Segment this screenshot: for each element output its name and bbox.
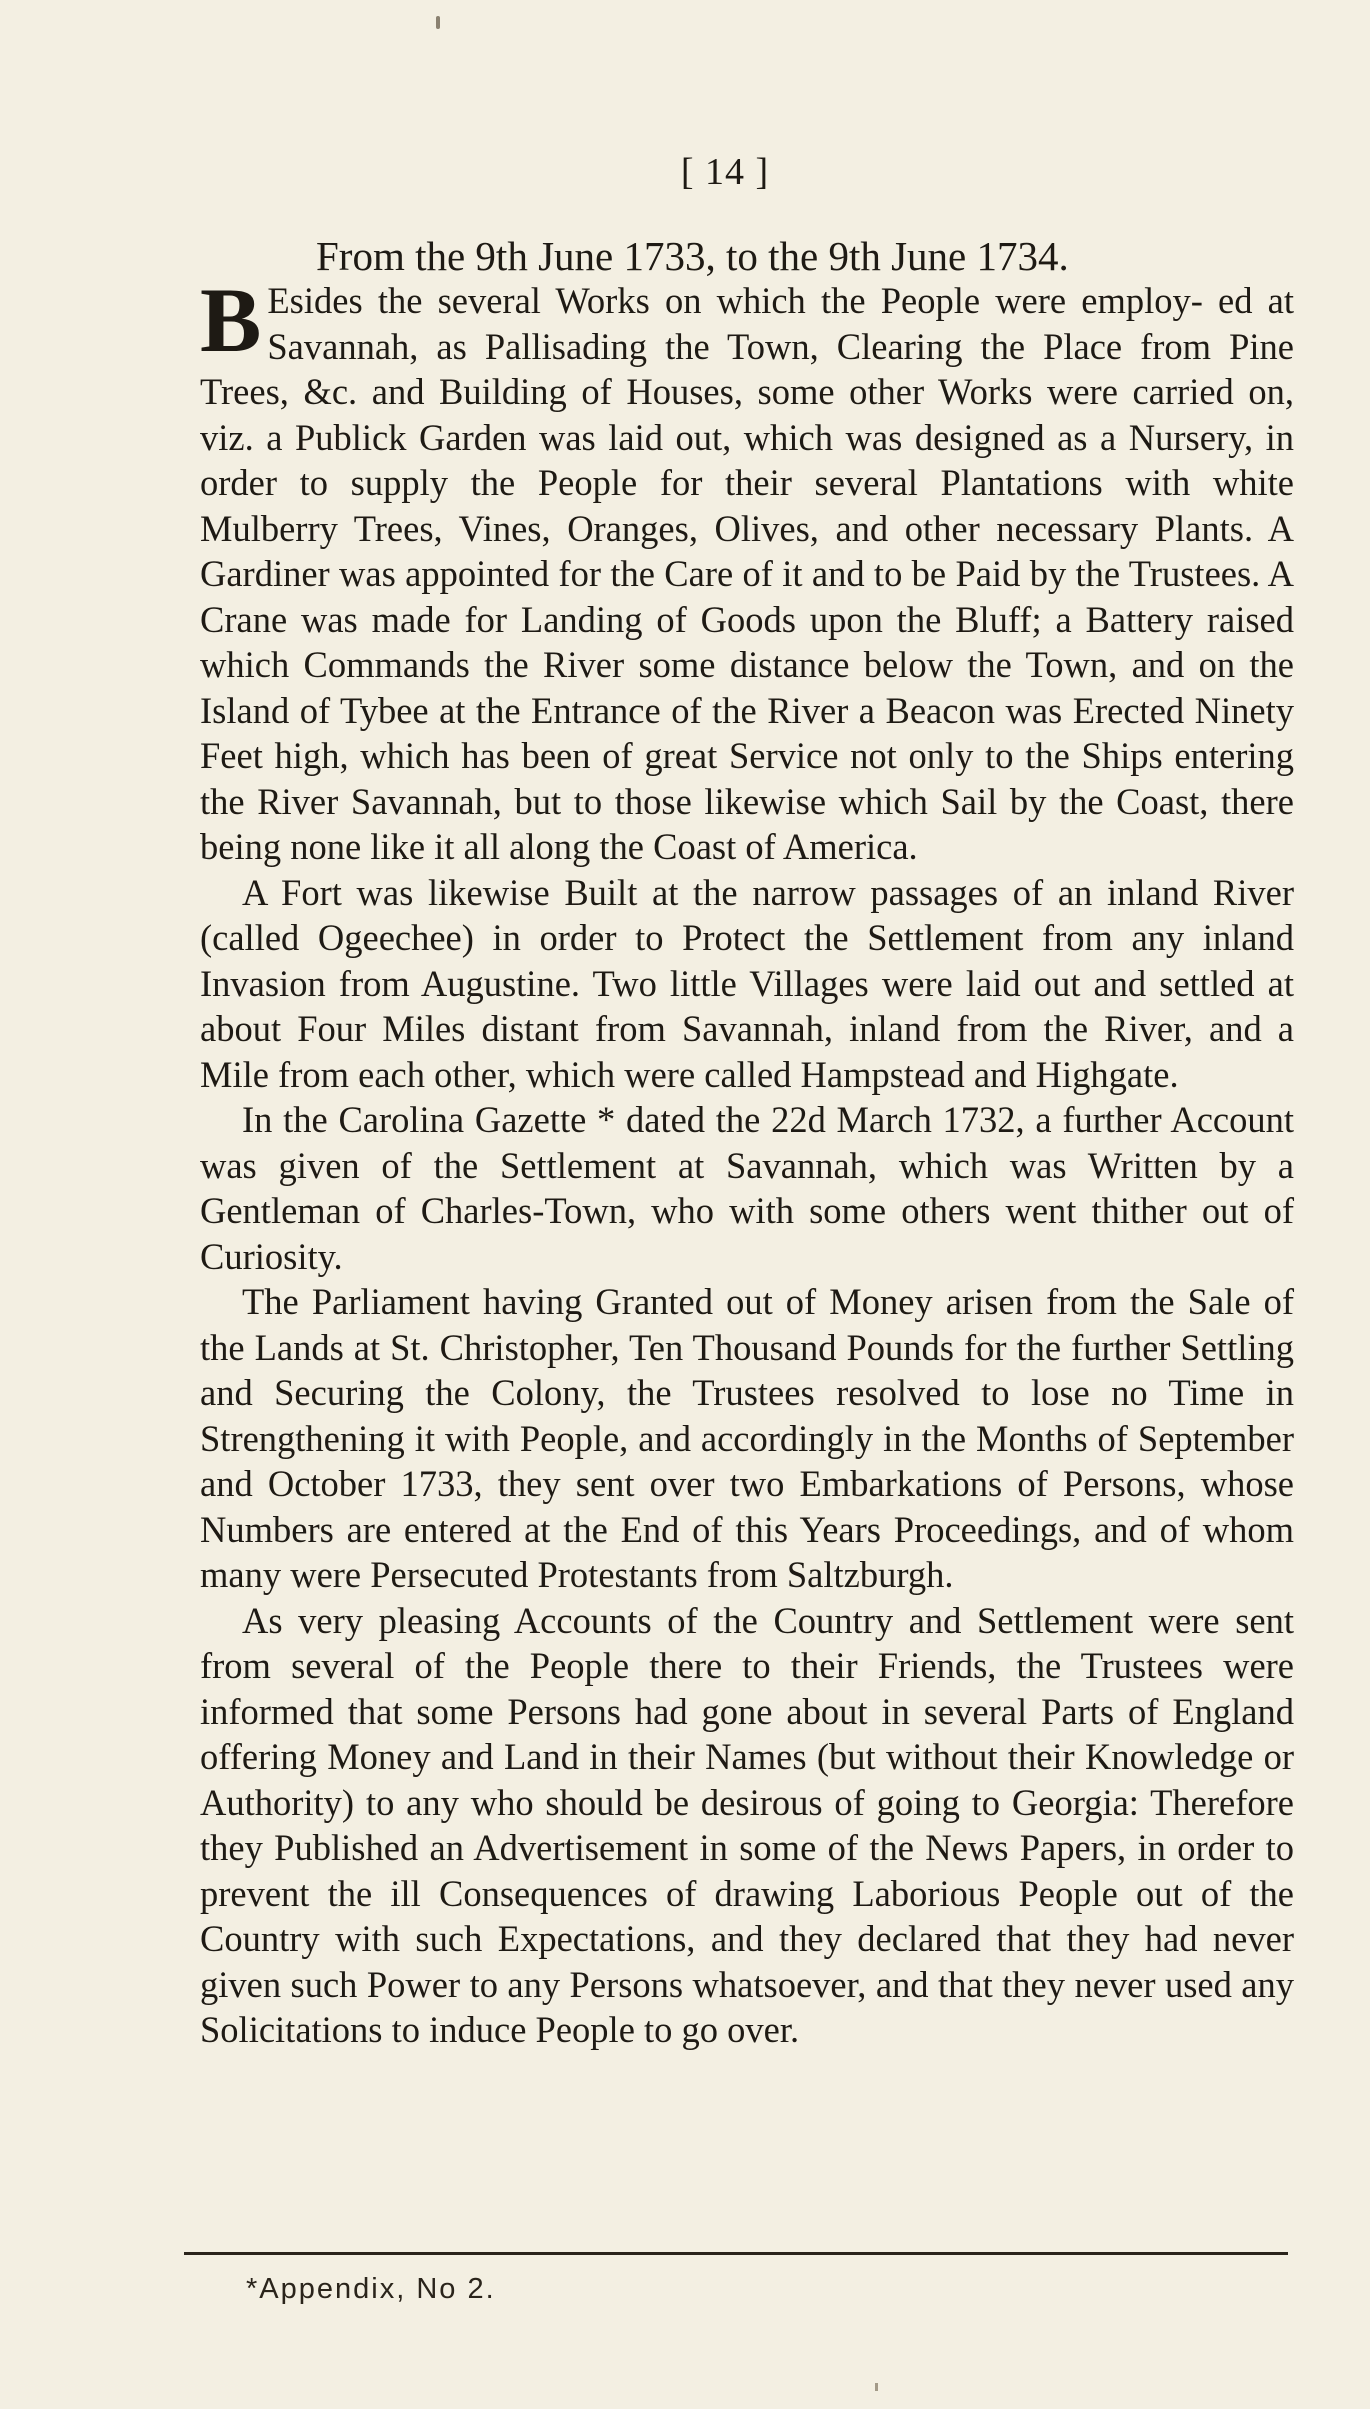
ink-speck	[875, 2383, 878, 2391]
paragraph-5: As very pleasing Accounts of the Country and Settlement were sent from several of the People there to their Friends, the Trustees were informed that some Persons had gone about in several Parts of England offering Money and Land in their Names (but without their Knowledge or Authority) to any who should be desirous of going to Georgia: Therefore they Published an Advertisement in some of the News Papers, in order to prevent the ill Consequences of drawing Laborious People out of the Country with such Expectations, and they declared that they had never given such Power to any Persons whatsoever, and that they never used any Solicitations to induce People to go over.	[200, 1599, 1294, 2050]
body-text	[200, 269, 1294, 2053]
paragraph-3: In the Carolina Gazette * dated the 22d March 1732, a further Account was given of the Settlement at Savannah, which was Written by a Gentleman of Charles-Town, who with some others went thither out of Curiosity.	[200, 1099, 1294, 1277]
ink-speck	[436, 16, 440, 29]
paragraph-1-text: Esides the several Works on which the People were employ- ed at Savannah, as Pallisading the Town, Clearing the Place from Pine Trees, &c. and Building of Houses, some other Works were carried on, viz. a Publick Garden was laid out, which was designed as a Nursery, in order to supply the People for their several Plantations with white Mulberry Trees, Vines, Oranges, Olives, and other necessary Plants. A Gardiner was appointed for the Care of it and to be Paid by the Trustees. A Crane was made for Landing of Goods upon the Bluff; a Battery raised which Commands the River some distance below the Town, and on the Island of Tybee at the Entrance of the River a Beacon was Erected Ninety Feet high, which has been of great Service not only to the Ships entering the River Savannah, but to those likewise which Sail by the Coast, there being none like it all along the Coast of America.	[200, 280, 1294, 867]
page-number: [ 14 ]	[680, 151, 770, 193]
footnote-divider	[184, 2252, 1288, 2255]
paragraph-2: A Fort was likewise Built at the narrow passages of an inland River (called Ogeechee) in order to Protect the Settlement from any inland Invasion from Augustine. Two little Villages were laid out and settled at about Four Miles distant from Savannah, inland from the River, and a Mile from each other, which were called Hampstead and Highgate.	[200, 871, 1294, 1095]
dateline-heading: From the 9th June 1733, to the 9th June 1734.	[316, 233, 1069, 279]
footnote: *Appendix, No 2.	[246, 2273, 496, 2305]
paragraph-1	[200, 269, 1294, 870]
drop-cap: B	[200, 269, 262, 371]
paragraph-4: The Parliament having Granted out of Money arisen from the Sale of the Lands at St. Christopher, Ten Thousand Pounds for the further Settling and Securing the Colony, the Trustees resolved to lose no Time in Strengthening it with People, and accordingly in the Months of September and October 1733, they sent over two Embarkations of Persons, whose Numbers are entered at the End of this Years Proceedings, and of whom many were Persecuted Protestants from Saltzburgh.	[200, 1281, 1294, 1595]
